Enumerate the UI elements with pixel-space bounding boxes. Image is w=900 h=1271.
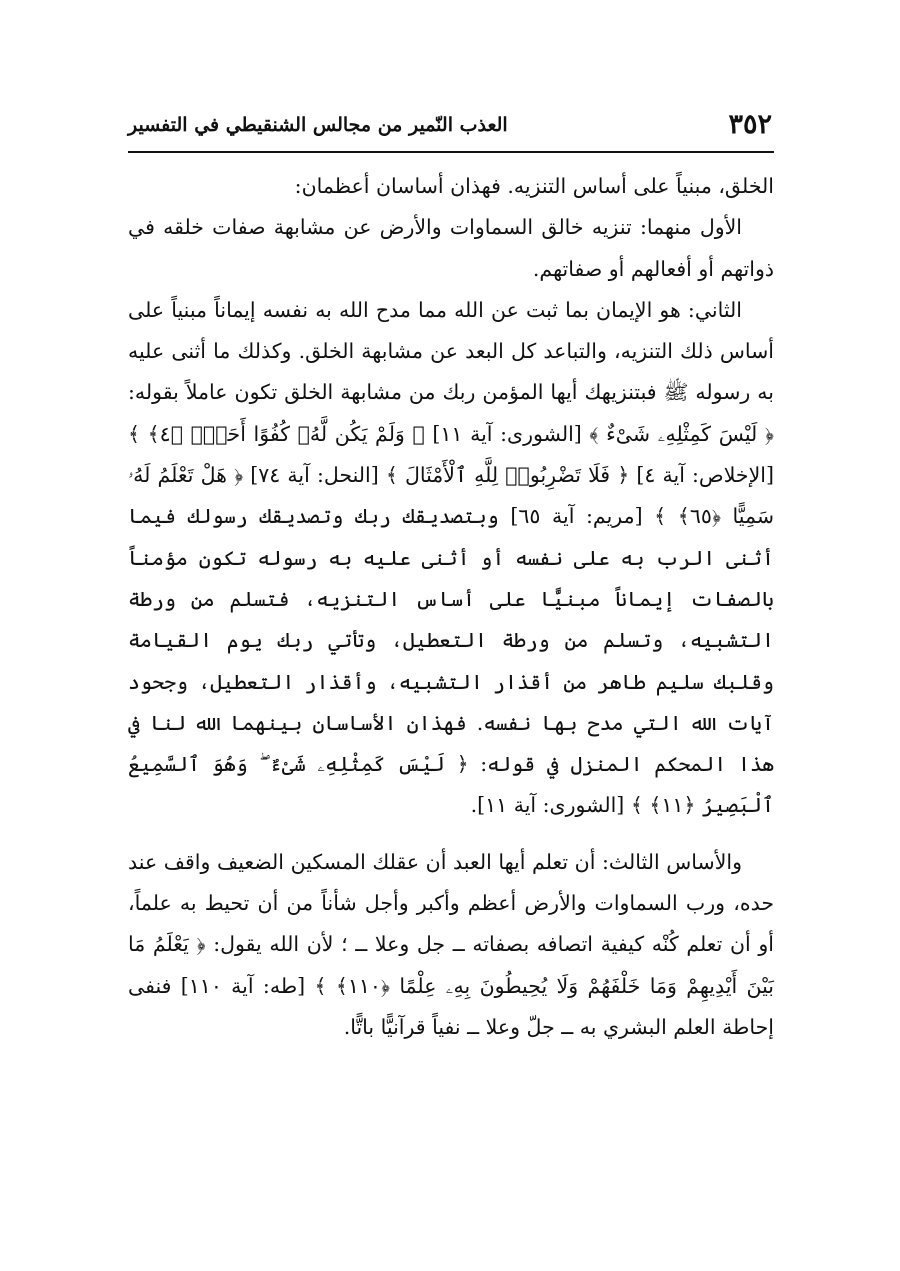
paragraph-second-foundation: الثاني: هو الإيمان بما ثبت عن الله مما مدح الله به نفسه إيماناً مبنياً على أساس ذلك التنزيه، والتباعد كل البعد عن مشابهة الخلق. وكذلك ما أثنى عليه به رسوله ﷺ فبتنزيهك أيها المؤمن ربك من مشابهة الخلق تكون عاملاً بقوله: ﴿ لَيْسَ كَمِثْلِهِۦ شَىْءٌ ﴾ [الشورى: آية ١١] ﴿ وَلَمْ يَكُن لَّهُۥ كُفُوًا أَحَدٌۢ ﴿٤﴾ ﴾ [الإخلاص: آية ٤] ﴿ فَلَا تَضْرِبُوا۟ لِلَّهِ ٱلْأَمْثَالَ ﴾ [النحل: آية ٧٤] ﴿ هَلْ تَعْلَمُ لَهُۥ سَمِيًّا ﴿٦٥﴾ ﴾ [مريم: آية ٦٥] وبتصديقك ربك وتصديقك رسولك فيما أثنى الرب به على نفسه أو أثنى عليه به رسوله تكون مؤمناً بالصفات إيماناً مبنيًّا على أساس التنزيه، فتسلم من ورطة التشبيه، وتسلم من ورطة التعطيل، وتأتي ربك يوم القيامة وقلبك سليم طاهر من أقذار التشبيه، وأقذار التعطيل، وجحود آيات الله التي مدح بها نفسه. فهذان الأساسان بينهما الله لنا في هذا المحكم المنزل في قوله: ﴿ لَيْسَ كَمِثْلِهِۦ شَىْءٌ ۖ وَهُوَ ٱلسَّمِيعُ ٱلْبَصِيرُ ﴿١١﴾ ﴾ [الشورى: آية ١١]. [128, 297, 774, 818]
running-title: العذب النّمير من مجالس الشنقيطي في التفسير [128, 114, 508, 136]
paragraph-continuation: الخلق، مبنياً على أساس التنزيه. فهذان أساسان أعظمان: [294, 174, 774, 198]
paragraph-third-foundation: والأساس الثالث: أن تعلم أيها العبد أن عقلك المسكين الضعيف واقف عند حده، ورب السماوات والأرض أعظم وأكبر وأجل شأناً من أن تحيط به علماً، أو أن تعلم كُنْه كيفية اتصافه بصفاته ــ جل وعلا ــ ؛ لأن الله يقول: ﴿ يَعْلَمُ مَا بَيْنَ أَيْدِيهِمْ وَمَا خَلْفَهُمْ وَلَا يُحِيطُونَ بِهِۦ عِلْمًا ﴿١١٠﴾ ﴾ [طه: آية ١١٠] فنفى إحاطة العلم البشري به ــ جلّ وعلا ــ نفياً قرآنيًّا باتًّا. [128, 849, 774, 1039]
page-number: ٣٥٢ [728, 109, 772, 140]
header-divider [128, 151, 774, 153]
page-body [128, 166, 774, 1048]
paragraph-first-foundation: الأول منهما: تنزيه خالق السماوات والأرض عن مشابهة صفات خلقه في ذواتهم أو أفعالهم أو صفاتهم. [128, 215, 774, 281]
page-header [128, 105, 772, 145]
